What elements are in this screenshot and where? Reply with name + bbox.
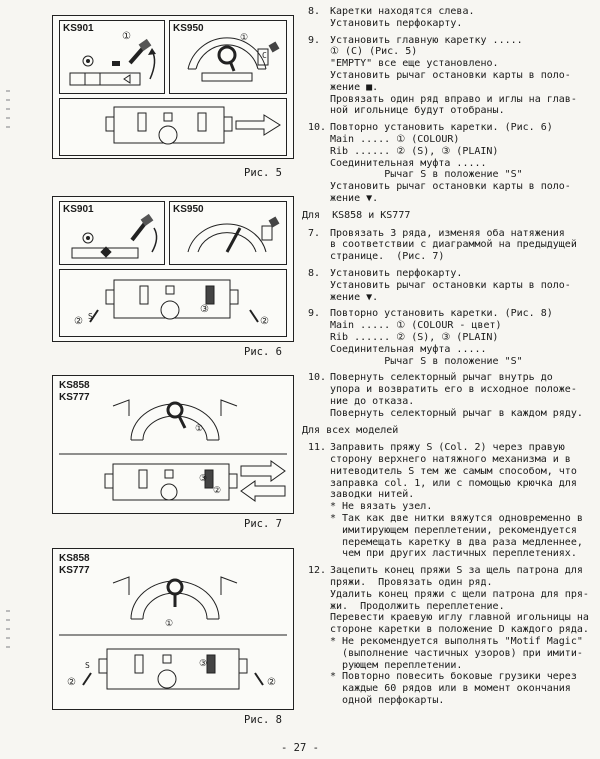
fig6-panel-carriage: [59, 269, 287, 337]
fig6-mark-s: S: [88, 312, 93, 321]
fig5-panel-carriage: [59, 98, 287, 156]
fig6-carriage-ks950-drawing: [170, 202, 286, 264]
step-a-10: 10. Повторно установить каретки. (Рис. 6) Main ..... ① (COLOUR) Rib ...... ② (S), ③ (PLAIN) Соединительная муфта ..... Рычаг S в положение "S" Установить рычаг остановки карты в поло- жение ▼.: [308, 122, 571, 204]
figure-5: [52, 15, 294, 159]
fig8-mark-2: ②: [67, 677, 76, 688]
step-b-10: 10. Повернуть селекторный рычаг внутрь до упора и возвратить его в исходное положе- ние до отказа. Повернуть селекторный рычаг в каждом ряду.: [308, 372, 583, 419]
fig7-mark-1: ①: [195, 424, 204, 434]
step-a-9: 9. Установить главную каретку ..... ① (C) (Рис. 5) "EMPTY" все еще установлено. Установить рычаг остановки карты в поло- жение ■. Провязать один ряд вправо и иглы на глав- ной игольнице будут отобраны.: [308, 34, 577, 117]
binding-holes-top: [6, 90, 10, 130]
fig7-label-a: KS858: [59, 380, 90, 391]
fig8-label-a: KS858: [59, 553, 90, 564]
fig6-caption: Рис. 6: [244, 346, 282, 358]
step-c-12: 12. Зацепить конец пряжи S за щель патрона для пряжи. Провязать один ряд. Удалить конец пряжи с щели патрона для пря- жи. Продолжить переплетение. Перевести краевую иглу главной игольницы на стороне каретки в положение D каждого ряда. * Не рекомендуется выполнять "Motif Magic" (выполнение частичных узоров) при имити- рующем переплетении. * Повторно повесить боковые грузики через каждые 60 рядов или в момент окончания одной перфокарты.: [308, 565, 589, 707]
group-heading-all-models: Для всех моделей: [302, 424, 399, 436]
fig6-panel-ks901: [59, 201, 165, 265]
fig8-label-b: KS777: [59, 565, 90, 576]
fig5-panel-ks950: [169, 20, 287, 94]
fig5-carriage-ks901-drawing: [60, 21, 164, 93]
figure-8: [52, 548, 294, 710]
binding-holes-bottom: [6, 610, 10, 650]
fig6-mark-2b: ②: [260, 316, 269, 327]
instruction-text: [302, 6, 592, 712]
fig6-label-b: KS950: [173, 204, 204, 215]
fig5-caption: Рис. 5: [244, 167, 282, 179]
fig7-mark-3: ③: [199, 474, 208, 484]
fig8-mark-s: S: [85, 661, 90, 670]
fig6-carriage-drawing: [60, 270, 286, 336]
step-b-8: 8. Установить перфокарту. Установить рычаг остановки карты в поло- жение ▼.: [308, 267, 571, 303]
fig5-mark-b: ①: [240, 33, 249, 43]
fig5-label-a: KS901: [63, 23, 94, 34]
fig7-label-b: KS777: [59, 392, 90, 403]
page-number: - 27 -: [281, 742, 319, 754]
fig5-mark-c: C: [262, 51, 267, 60]
fig8-mark-3: ③: [199, 659, 208, 669]
figure-6: [52, 196, 294, 342]
fig8-mark-2b: ②: [267, 677, 276, 688]
fig6-label-a: KS901: [63, 204, 94, 215]
fig6-panel-ks950: [169, 201, 287, 265]
fig5-carriage-arrow-drawing: [60, 99, 286, 155]
fig6-mark-2: ②: [74, 316, 83, 327]
fig8-mark-1: ①: [165, 619, 174, 629]
fig5-carriage-ks950-drawing: [170, 21, 286, 93]
fig5-mark-a: ①: [122, 31, 131, 42]
fig8-caption: Рис. 8: [244, 714, 282, 726]
step-b-9: 9. Повторно установить каретки. (Рис. 8) Main ..... ① (COLOUR - цвет) Rib ...... ② (S), ③ (PLAIN) Соединительная муфта ..... Рычаг S в положение "S": [308, 308, 553, 367]
fig7-mark-2: ②: [213, 486, 222, 496]
fig7-ks858-ks777-drawing: [53, 376, 293, 513]
fig6-carriage-ks901-drawing: [60, 202, 164, 264]
step-c-11: 11. Заправить пряжу S (Col. 2) через правую сторону верхнего натяжного механизма и в нитеводитель S тем же самым способом, что заправка col. 1, или с помощью крючка для заводки нитей. * Не вязать узел. * Так как две нитки вяжутся одновременно в имитирующем переплетении, рекомендуется перемещать каретку в два раза медленнее, чем при других ластичных переплетениях.: [308, 442, 583, 560]
fig5-panel-ks901: [59, 20, 165, 94]
step-a-8: 8. Каретки находятся слева. Установить перфокарту.: [308, 6, 475, 29]
figure-7: [52, 375, 294, 514]
step-b-7: 7. Провязать 3 ряда, изменяя оба натяжения в соответствии с диаграммой на предыдущей странице. (Рис. 7): [308, 227, 577, 263]
fig8-ks858-ks777-drawing: [53, 549, 293, 709]
fig5-label-b: KS950: [173, 23, 204, 34]
fig7-caption: Рис. 7: [244, 518, 282, 530]
group-heading-ks858: Для KS858 и KS777: [302, 209, 411, 221]
fig6-mark-3: ③: [200, 304, 209, 315]
